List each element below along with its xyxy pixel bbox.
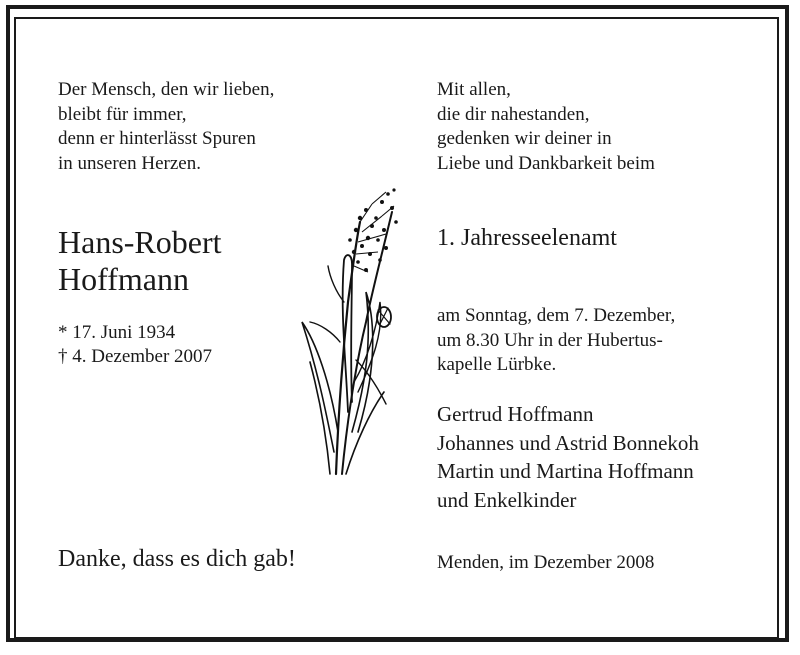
intro-line: Liebe und Dankbarkeit beim bbox=[437, 152, 655, 174]
grass-plant-icon bbox=[296, 182, 416, 478]
event-details bbox=[437, 304, 675, 378]
intro-line: Mit allen, bbox=[437, 79, 511, 100]
details-line: um 8.30 Uhr in der Hubertus- bbox=[437, 329, 663, 351]
intro-line: die dir nahestanden, bbox=[437, 103, 590, 125]
name-first: Hans-Robert bbox=[58, 224, 222, 260]
thanks-line: Danke, dass es dich gab! bbox=[58, 546, 296, 572]
poem bbox=[58, 78, 274, 176]
poem-line: denn er hinterlässt Spuren bbox=[58, 128, 256, 149]
birth-date: * 17. Juni 1934 bbox=[58, 322, 176, 343]
life-dates bbox=[58, 321, 212, 369]
name-last: Hoffmann bbox=[58, 261, 189, 297]
signer-line: Martin und Martina Hoffmann bbox=[437, 459, 694, 483]
death-date: † 4. Dezember 2007 bbox=[58, 346, 213, 367]
details-line: kapelle Lürbke. bbox=[437, 354, 557, 375]
poem-line: Der Mensch, den wir lieben, bbox=[58, 79, 275, 100]
poem-line: bleibt für immer, bbox=[58, 103, 187, 125]
intro-line: gedenken wir deiner in bbox=[437, 128, 612, 149]
intro-text bbox=[437, 78, 655, 176]
poem-line: in unseren Herzen. bbox=[58, 152, 201, 174]
event-title: 1. Jahresseelenamt bbox=[437, 225, 617, 251]
place-date: Menden, im Dezember 2008 bbox=[437, 552, 655, 573]
signer-line: Gertrud Hoffmann bbox=[437, 402, 594, 426]
details-line: am Sonntag, dem 7. Dezember, bbox=[437, 305, 676, 326]
deceased-name bbox=[58, 224, 222, 298]
signers bbox=[437, 400, 699, 514]
signer-line: und Enkelkinder bbox=[437, 487, 577, 512]
signer-line: Johannes und Astrid Bonnekoh bbox=[437, 430, 699, 455]
